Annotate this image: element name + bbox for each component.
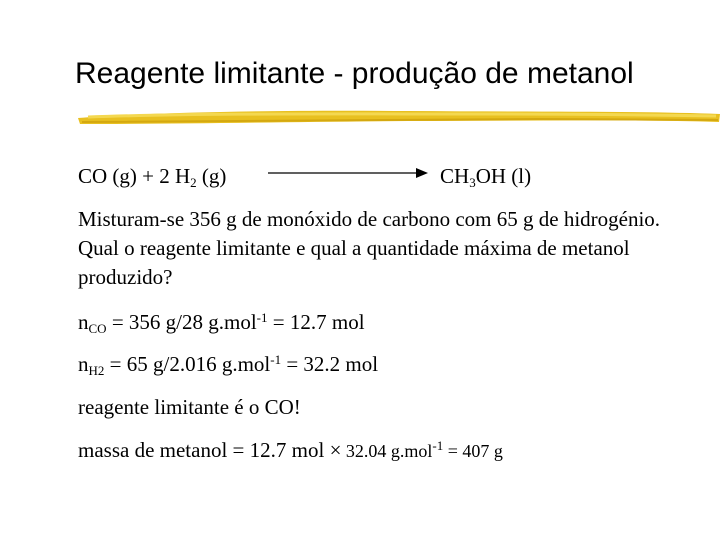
n-h2-result: = 32.2 mol [281, 352, 379, 376]
methanol-mass-line [78, 436, 503, 465]
reactants-text: CO (g) + 2 H [78, 164, 191, 188]
problem-statement: Misturam-se 356 g de monóxido de carbono com 65 g de hidrogénio. Qual o reagente limitante e qual a quantidade máxima de metanol produzido? [78, 207, 661, 289]
n-co-result: = 12.7 mol [267, 310, 365, 334]
n-co-subscript: CO [88, 321, 107, 336]
reactants-state: (g) [196, 164, 227, 188]
product-ch: CH [440, 164, 470, 188]
n-co-exponent: -1 [256, 310, 268, 325]
times-sign: × [329, 438, 342, 462]
title-underline [78, 106, 720, 128]
slide-title: Reagente limitante - produção de metanol [75, 57, 634, 90]
mass-exponent: -1 [432, 438, 444, 453]
n-co-symbol: n [78, 310, 89, 334]
product-rest: OH (l) [475, 164, 532, 188]
limiting-reagent-line: reagente limitante é o CO! [78, 395, 301, 419]
h2-subscript: 2 [190, 175, 197, 190]
product [440, 162, 531, 190]
mass-text: massa de metanol = 12.7 mol [78, 438, 330, 462]
n-co-line [78, 308, 365, 336]
reaction-arrow-icon [268, 167, 430, 179]
n-h2-line [78, 350, 378, 378]
mass-calc: 32.04 g.mol [341, 441, 433, 461]
n-h2-exponent: -1 [270, 352, 282, 367]
n-h2-symbol: n [78, 352, 89, 376]
reactants [78, 162, 226, 190]
product-subscript: 3 [469, 175, 476, 190]
n-h2-subscript: H2 [88, 363, 105, 378]
n-co-calc: = 356 g/28 g.mol [106, 310, 257, 334]
mass-result: = 407 g [443, 441, 503, 461]
n-h2-calc: = 65 g/2.016 g.mol [104, 352, 271, 376]
